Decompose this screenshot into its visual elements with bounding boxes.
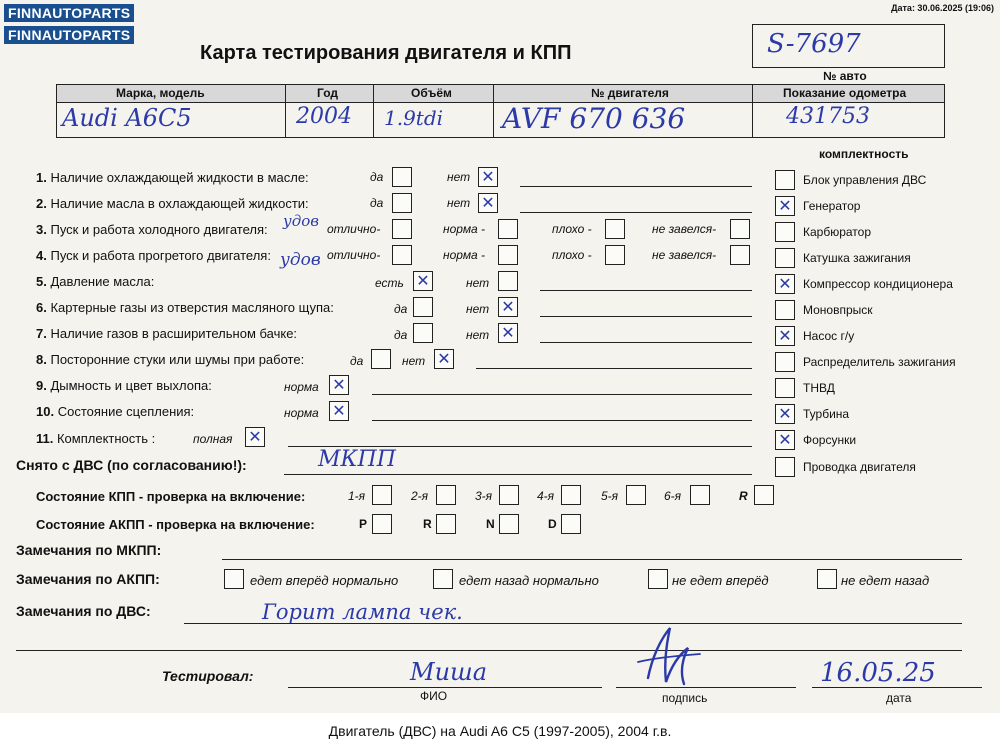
auto-gearbox-label: Состояние АКПП - проверка на включение: — [36, 517, 315, 532]
remarks-mkpp-line — [222, 559, 962, 560]
gear-label: 5-я — [601, 489, 619, 503]
option-label: норма — [284, 380, 319, 394]
checkbox-no[interactable] — [478, 193, 498, 213]
completeness-item: Проводка двигателя — [803, 460, 916, 474]
remarks-akpp-label: Замечания по АКПП: — [16, 571, 160, 587]
check-label: Пуск и работа холодного двигателя: — [50, 222, 268, 237]
option-label: норма - — [443, 222, 486, 236]
checkmark-icon: ✕ — [778, 196, 792, 215]
removed-label: Снято с ДВС (по согласованию!): — [16, 457, 247, 473]
date-line — [812, 687, 982, 688]
remarks-extra-line — [16, 650, 962, 651]
completeness-item: Блок управления ДВС — [803, 173, 927, 187]
option-label: да — [350, 354, 364, 368]
volume-value: 1.9tdi — [384, 106, 444, 130]
check-number: 9. — [36, 378, 47, 393]
check-number: 6. — [36, 300, 47, 315]
image-caption: Двигатель (ДВС) на Audi A6 C5 (1997-2005), 2004 г.в. — [0, 713, 1000, 750]
checkmark-icon: ✕ — [778, 430, 792, 449]
removed-line — [284, 474, 752, 475]
check-11 — [36, 431, 155, 446]
completeness-checkbox[interactable] — [775, 352, 795, 372]
check-label: Картерные газы из отверстия масляного щупа: — [50, 300, 334, 315]
header-make-model: Марка, модель — [116, 86, 205, 100]
akpp-no-backward-checkbox[interactable] — [817, 569, 837, 589]
car-number-label: № авто — [823, 69, 867, 83]
comment-line — [540, 342, 752, 343]
car-number-value: S-7697 — [767, 29, 861, 59]
akpp-option: не едет вперёд — [672, 573, 769, 588]
check-label: Наличие газов в расширительном бачке: — [50, 326, 298, 341]
checkbox-bad[interactable] — [605, 219, 625, 239]
gear-checkbox[interactable] — [436, 514, 456, 534]
comment-line — [540, 316, 752, 317]
gear-checkbox[interactable] — [499, 514, 519, 534]
gear-checkbox[interactable] — [372, 514, 392, 534]
car-number-box — [752, 24, 945, 68]
check-3 — [36, 222, 268, 237]
checkbox-bad[interactable] — [605, 245, 625, 265]
check-4 — [36, 248, 271, 263]
completeness-checkbox[interactable] — [775, 248, 795, 268]
option-label: норма - — [443, 248, 486, 262]
check-label: Посторонние стуки или шумы при работе: — [50, 352, 305, 367]
checkbox-yes[interactable] — [392, 193, 412, 213]
checkbox-yes[interactable] — [413, 297, 433, 317]
checkmark-icon: ✕ — [332, 375, 346, 394]
checkbox-excellent[interactable] — [392, 219, 412, 239]
gear-label: P — [359, 517, 368, 531]
check-9 — [36, 378, 212, 393]
gear-checkbox[interactable] — [754, 485, 774, 505]
option-label: плохо - — [552, 222, 592, 236]
watermark-logo: FINNAUTOPARTS — [4, 4, 134, 22]
option-label: да — [394, 302, 408, 316]
checkmark-icon: ✕ — [778, 326, 792, 345]
completeness-title: комплектность — [819, 147, 909, 161]
manual-gearbox-label: Состояние КПП - проверка на включение: — [36, 489, 306, 504]
check-label: Дымность и цвет выхлопа: — [50, 378, 212, 393]
checkbox-normal[interactable] — [498, 219, 518, 239]
completeness-checkbox[interactable] — [775, 300, 795, 320]
akpp-backward-ok-checkbox[interactable] — [433, 569, 453, 589]
option-label: есть — [375, 276, 404, 290]
checkbox-no[interactable] — [498, 297, 518, 317]
completeness-checkbox[interactable] — [775, 430, 795, 450]
checkbox-not-started[interactable] — [730, 219, 750, 239]
header-engine-no: № двигателя — [591, 86, 669, 100]
akpp-option: не едет назад — [841, 573, 930, 588]
option-label: да — [370, 196, 384, 210]
odometer-value: 431753 — [786, 104, 870, 129]
date-value: 16.05.25 — [820, 658, 936, 688]
checkbox-no[interactable] — [498, 271, 518, 291]
remarks-dvs-label: Замечания по ДВС: — [16, 603, 151, 619]
checkbox-yes[interactable] — [413, 323, 433, 343]
comment-line — [372, 420, 752, 421]
completeness-checkbox[interactable] — [775, 170, 795, 190]
gear-checkbox[interactable] — [372, 485, 392, 505]
checkmark-icon: ✕ — [481, 193, 495, 212]
option-label: отлично- — [327, 222, 381, 236]
completeness-item: Карбюратор — [803, 225, 872, 239]
option-label: плохо - — [552, 248, 592, 262]
check-label: Наличие охлаждающей жидкости в масле: — [50, 170, 309, 185]
handwritten-note: удов — [283, 212, 319, 230]
akpp-forward-ok-checkbox[interactable] — [224, 569, 244, 589]
handwritten-note: удов — [280, 250, 321, 270]
check-6 — [36, 300, 334, 315]
gear-label: 2-я — [411, 489, 429, 503]
checkbox-yes[interactable] — [371, 349, 391, 369]
akpp-option: едет вперёд нормально — [250, 573, 399, 588]
checkbox-normal[interactable] — [329, 375, 349, 395]
completeness-checkbox[interactable] — [775, 457, 795, 477]
check-8 — [36, 352, 304, 367]
year-value: 2004 — [296, 104, 352, 129]
gear-label: N — [486, 517, 495, 531]
gear-label: D — [548, 517, 557, 531]
comment-line — [372, 394, 752, 395]
checkmark-icon: ✕ — [481, 167, 495, 186]
completeness-checkbox[interactable] — [775, 196, 795, 216]
option-label: полная — [193, 432, 233, 446]
checkbox-yes[interactable] — [413, 271, 433, 291]
option-label: нет — [466, 302, 490, 316]
completeness-item: Генератор — [803, 199, 861, 213]
check-number: 2. — [36, 196, 47, 211]
gear-label: 4-я — [537, 489, 555, 503]
fio-label: ФИО — [420, 689, 448, 703]
fio-line — [288, 687, 602, 688]
check-7 — [36, 326, 297, 341]
remarks-dvs-value: Горит лампа чек. — [262, 600, 463, 624]
completeness-item: Распределитель зажигания — [803, 355, 956, 369]
option-label: норма — [284, 406, 319, 420]
option-label: нет — [447, 196, 471, 210]
check-10 — [36, 404, 194, 419]
checkmark-icon: ✕ — [437, 349, 451, 368]
completeness-checkbox[interactable] — [775, 326, 795, 346]
completeness-item: Форсунки — [803, 433, 857, 447]
check-label: Наличие масла в охлаждающей жидкости: — [50, 196, 309, 211]
checkbox-excellent[interactable] — [392, 245, 412, 265]
check-number: 1. — [36, 170, 47, 185]
checkmark-icon: ✕ — [778, 404, 792, 423]
checkbox-no[interactable] — [434, 349, 454, 369]
checkbox-no[interactable] — [498, 323, 518, 343]
gear-label: R — [423, 517, 432, 531]
check-number: 8. — [36, 352, 47, 367]
option-label: да — [394, 328, 408, 342]
checkbox-not-started[interactable] — [730, 245, 750, 265]
gear-label: 3-я — [475, 489, 493, 503]
check-number: 4. — [36, 248, 47, 263]
signature-mark — [630, 620, 710, 690]
option-label: да — [370, 170, 384, 184]
checkbox-yes[interactable] — [392, 167, 412, 187]
completeness-checkbox[interactable] — [775, 222, 795, 242]
option-label: нет — [466, 276, 490, 290]
watermark-logo: FINNAUTOPARTS — [4, 26, 134, 44]
check-number: 5. — [36, 274, 47, 289]
completeness-checkbox[interactable] — [775, 378, 795, 398]
akpp-option: едет назад нормально — [459, 573, 599, 588]
header-odometer: Показание одометра — [783, 86, 907, 100]
comment-line — [520, 212, 752, 213]
signature-label: подпись — [662, 691, 708, 705]
check-number: 3. — [36, 222, 47, 237]
gear-label: R — [739, 489, 748, 503]
option-label: нет — [402, 354, 426, 368]
completeness-item: Турбина — [803, 407, 850, 421]
gear-label: 6-я — [664, 489, 682, 503]
check-number: 10. — [36, 404, 55, 419]
remarks-dvs-line — [184, 623, 962, 624]
tested-by-label: Тестировал: — [162, 668, 254, 684]
gear-checkbox[interactable] — [690, 485, 710, 505]
remarks-mkpp-label: Замечания по МКПП: — [16, 542, 162, 558]
checkmark-icon: ✕ — [778, 274, 792, 293]
completeness-item: ТНВД — [803, 381, 835, 395]
header-year: Год — [317, 86, 338, 100]
gear-checkbox[interactable] — [561, 485, 581, 505]
check-5 — [36, 274, 154, 289]
comment-line — [520, 186, 752, 187]
completeness-checkbox[interactable] — [775, 404, 795, 424]
completeness-item: Катушка зажигания — [803, 251, 911, 265]
checkmark-icon: ✕ — [501, 323, 515, 342]
date-stamp: Дата: 30.06.2025 (19:06) — [891, 3, 994, 13]
checkmark-icon: ✕ — [501, 297, 515, 316]
checkbox-normal[interactable] — [498, 245, 518, 265]
removed-value: МКПП — [318, 447, 396, 472]
comment-line — [540, 290, 752, 291]
completeness-item: Моновпрыск — [803, 303, 873, 317]
date-label: дата — [886, 691, 912, 705]
completeness-item: Насос г/у — [803, 329, 855, 343]
akpp-no-forward-checkbox[interactable] — [648, 569, 668, 589]
checkbox-full[interactable] — [245, 427, 265, 447]
check-1 — [36, 170, 309, 185]
gear-checkbox[interactable] — [561, 514, 581, 534]
comment-line — [476, 368, 752, 369]
check-2 — [36, 196, 309, 211]
checkmark-icon: ✕ — [416, 271, 430, 290]
tester-name-value: Миша — [410, 658, 488, 686]
gear-checkbox[interactable] — [626, 485, 646, 505]
completeness-checkbox[interactable] — [775, 274, 795, 294]
header-table — [56, 84, 945, 138]
engine-number-value: AVF 670 636 — [502, 102, 686, 135]
checkbox-normal[interactable] — [329, 401, 349, 421]
page-title: Карта тестирования двигателя и КПП — [200, 42, 572, 64]
check-label: Комплектность : — [56, 431, 156, 446]
header-volume: Объём — [411, 86, 452, 100]
check-number: 7. — [36, 326, 47, 341]
check-label: Давление масла: — [50, 274, 155, 289]
gear-label: 1-я — [348, 489, 366, 503]
option-label: не завелся- — [652, 222, 717, 236]
option-label: нет — [447, 170, 471, 184]
checkmark-icon: ✕ — [248, 427, 262, 446]
option-label: отлично- — [327, 248, 381, 262]
checkbox-no[interactable] — [478, 167, 498, 187]
make-model-value: Audi A6C5 — [62, 104, 192, 132]
option-label: нет — [466, 328, 490, 342]
option-label: не завелся- — [652, 248, 717, 262]
completeness-item: Компрессор кондиционера — [803, 277, 953, 291]
check-label: Пуск и работа прогретого двигателя: — [50, 248, 271, 263]
checkmark-icon: ✕ — [332, 401, 346, 420]
gear-checkbox[interactable] — [499, 485, 519, 505]
check-label: Состояние сцепления: — [57, 404, 195, 419]
gear-checkbox[interactable] — [436, 485, 456, 505]
signature-line — [616, 687, 796, 688]
check-number: 11. — [36, 431, 54, 446]
